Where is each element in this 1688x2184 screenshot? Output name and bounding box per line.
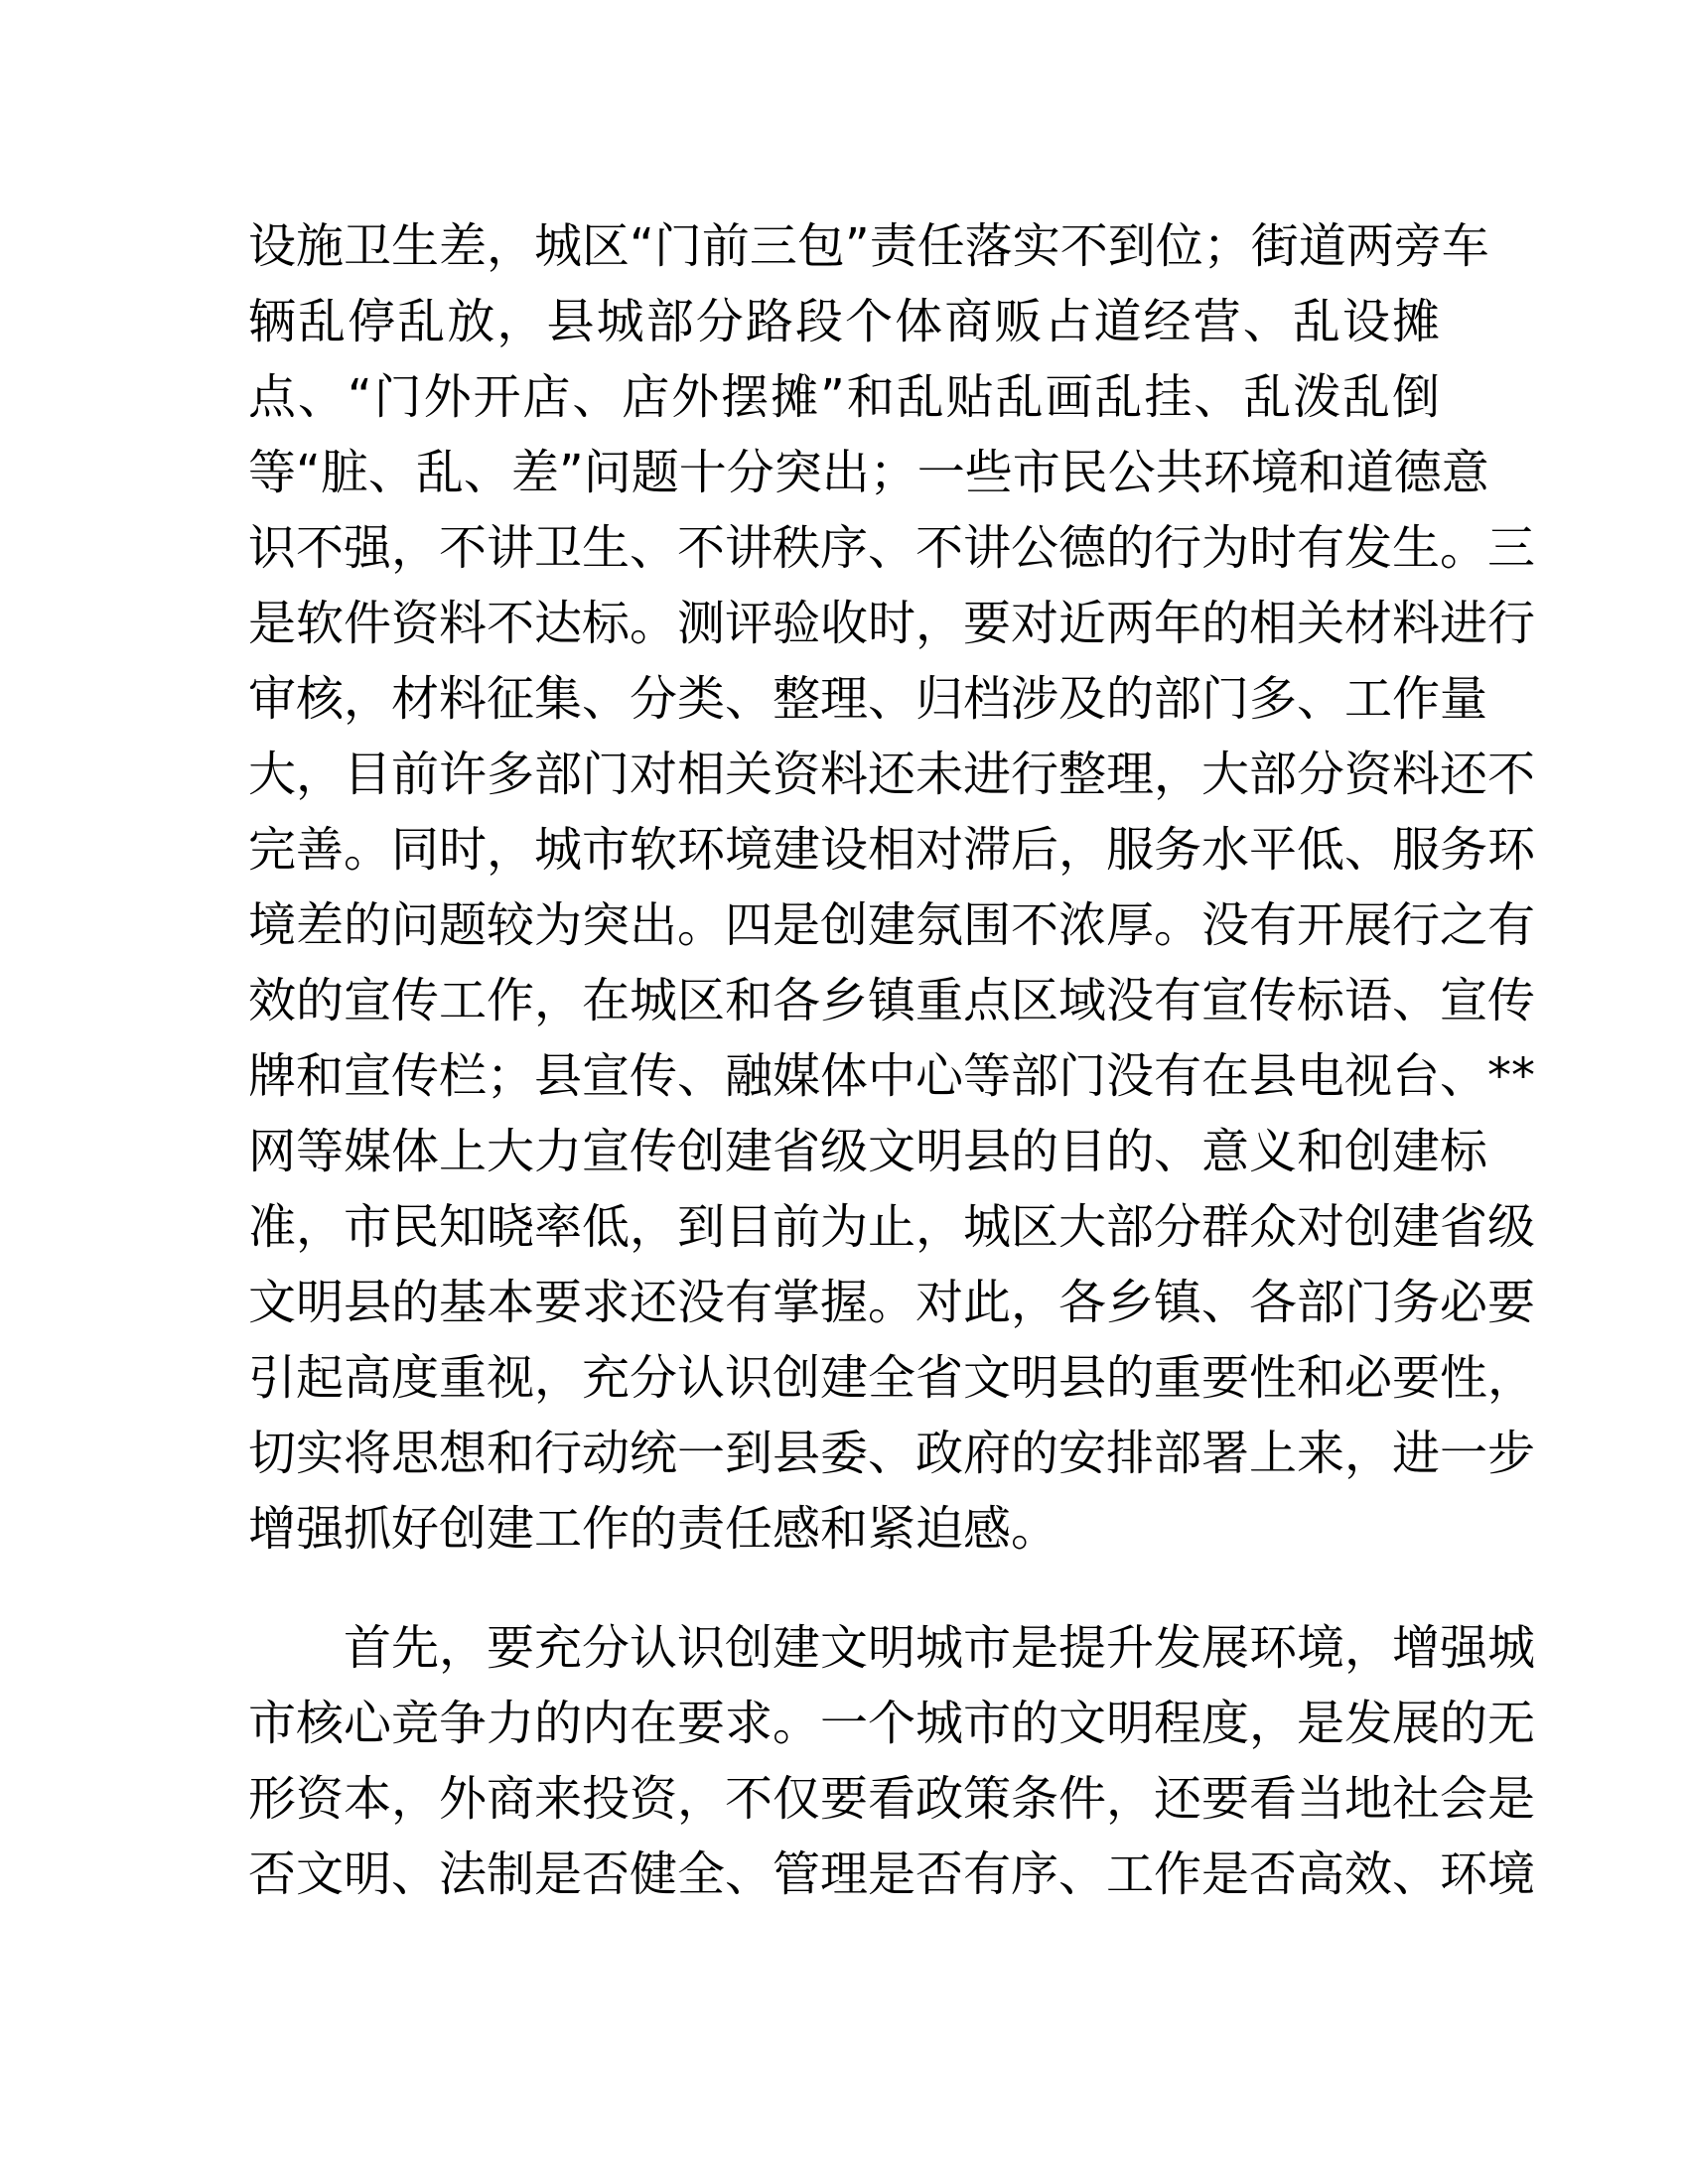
text-line: 文明县的基本要求还没有掌握。对此，各乡镇、各部门务必要 — [248, 1275, 1536, 1330]
text-line: 境差的问题较为突出。四是创建氛围不浓厚。没有开展行之有 — [248, 897, 1536, 953]
text-line: 网等媒体上大力宣传创建省级文明县的目的、意义和创建标 — [248, 1124, 1488, 1179]
text-line: 辆乱停乱放，县城部分路段个体商贩占道经营、乱设摊 — [248, 294, 1440, 349]
text-line: 形资本，外商来投资，不仅要看政策条件，还要看当地社会是 — [248, 1771, 1536, 1827]
text-line: 增强抓好创建工作的责任感和紧迫感。 — [248, 1501, 1059, 1557]
text-line: 牌和宣传栏；县宣传、融媒体中心等部门没有在县电视台、** — [248, 1048, 1536, 1104]
text-line: 审核，材料征集、分类、整理、归档涉及的部门多、工作量 — [248, 671, 1488, 727]
text-line: 否文明、法制是否健全、管理是否有序、工作是否高效、环境 — [248, 1846, 1536, 1902]
paragraph-continued — [248, 208, 1536, 1567]
text-line: 完善。同时，城市软环境建设相对滞后，服务水平低、服务环 — [248, 822, 1536, 878]
text-line: 大，目前许多部门对相关资料还未进行整理，大部分资料还不 — [248, 747, 1536, 802]
text-line: 市核心竞争力的内在要求。一个城市的文明程度，是发展的无 — [248, 1696, 1536, 1751]
text-line: 切实将思想和行动统一到县委、政府的安排部署上来，进一步 — [248, 1426, 1536, 1481]
text-line: 效的宣传工作，在城区和各乡镇重点区域没有宣传标语、宣传 — [248, 973, 1536, 1028]
text-line: 引起高度重视，充分认识创建全省文明县的重要性和必要性， — [248, 1350, 1536, 1406]
text-line: 等“脏、乱、差”问题十分突出；一些市民公共环境和道德意 — [248, 445, 1489, 500]
text-line: 点、“门外开店、店外摆摊”和乱贴乱画乱挂、乱泼乱倒 — [248, 369, 1440, 425]
text-line: 首先，要充分认识创建文明城市是提升发展环境，增强城 — [344, 1620, 1536, 1676]
text-line: 识不强，不讲卫生、不讲秩序、不讲公德的行为时有发生。三 — [248, 520, 1536, 576]
paragraph-first — [248, 1610, 1536, 1912]
text-line: 准，市民知晓率低，到目前为止，城区大部分群众对创建省级 — [248, 1199, 1536, 1255]
text-line: 是软件资料不达标。测评验收时，要对近两年的相关材料进行 — [248, 596, 1536, 651]
text-line: 设施卫生差，城区“门前三包”责任落实不到位；街道两旁车 — [248, 218, 1489, 274]
